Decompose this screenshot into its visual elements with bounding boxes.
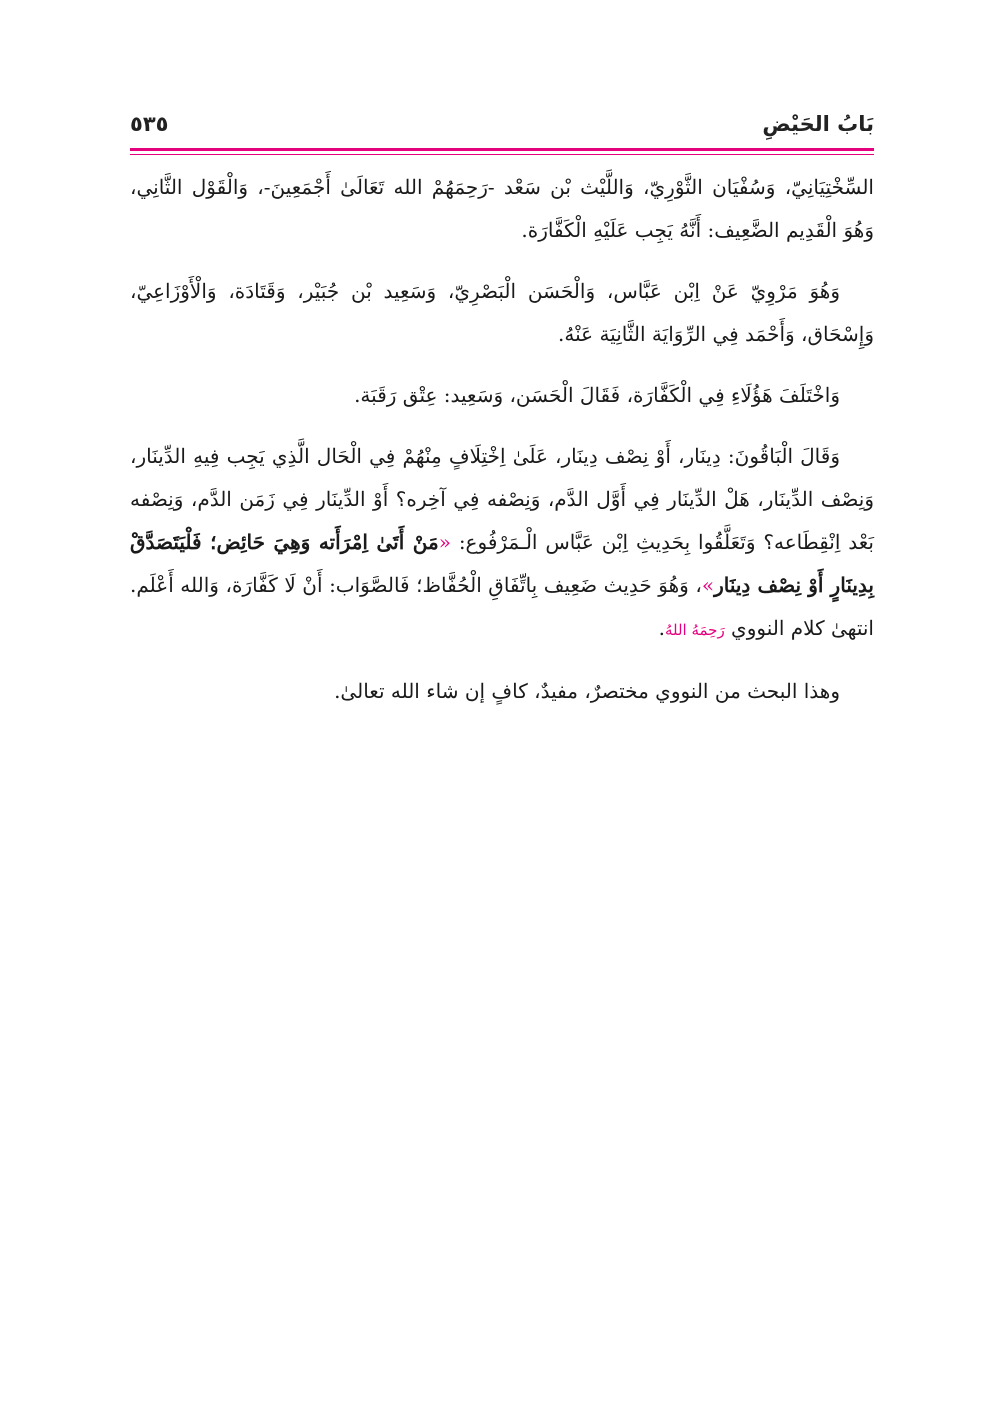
body-text <box>130 166 874 731</box>
quote-close: » <box>701 573 715 597</box>
hadith-quote: مَنْ أَتَىٰ اِمْرَأَته وَهِيَ حَائِض؛ فَلْيَتَصَدَّقْ بِدِينَارٍ أَوْ نِصْف دِينَار <box>130 530 874 597</box>
page-number: ٥٣٥ <box>130 112 169 136</box>
page-header <box>130 108 874 148</box>
quote-open: « <box>438 530 451 554</box>
header-rule-thin <box>130 154 874 155</box>
paragraph-4-text-before: وَقَالَ الْبَاقُونَ: دِينَار، أَوْ نِصْف دِينَار، عَلَىٰ اِخْتِلَافٍ مِنْهُمْ فِي الْحَال الَّذِي يَجِب فِيهِ الدِّينَار، وَنِصْف الدِّينَار، هَلْ الدِّينَار فِي أَوَّل الدَّم، وَنِصْفه فِي آخِره؟ أَوْ الدِّينَار فِي زَمَن الدَّم، وَنِصْفه بَعْد اِنْقِطَاعه؟ وَتَعَلَّقُوا بِحَدِيثِ اِبْن عَبَّاس الْـمَرْفُوع: <box>130 444 874 554</box>
paragraph-4-text-after: ، وَهُوَ حَدِيث ضَعِيف بِاتِّفَاقِ الْحُفَّاظ؛ فَالصَّوَاب: أَنْ لَا كَفَّارَة، وَالله أَعْلَم. انتهىٰ كلام النووي <box>130 573 874 640</box>
paragraph-1: السِّخْتِيَانِيّ، وَسُفْيَان الثَّوْرِيّ، وَاللَّيْث بْن سَعْد -رَحِمَهُمْ الله تَعَالَىٰ أَجْمَعِينَ-، وَالْقَوْل الثَّانِي، وَهُوَ الْقَدِيم الضَّعِيف: أَنَّهُ يَجِب عَلَيْهِ الْكَفَّارَة. <box>130 175 874 242</box>
paragraph-4 <box>130 435 874 652</box>
paragraph-5: وهذا البحث من النووي مختصرٌ، مفيدٌ، كافٍ إن شاء الله تعالىٰ. <box>334 679 840 703</box>
header-rule-thick <box>130 148 874 151</box>
honorific-glyph: رَحِمَهُ اللهُ <box>664 621 725 639</box>
paragraph-3: وَاخْتَلَفَ هَؤُلَاءِ فِي الْكَفَّارَة، فَقَالَ الْحَسَن، وَسَعِيد: عِتْق رَقَبَة. <box>354 383 840 407</box>
paragraph-4-end: . <box>658 616 665 640</box>
paragraph-2: وَهُوَ مَرْوِيّ عَنْ اِبْن عَبَّاس، وَالْحَسَن الْبَصْرِيّ، وَسَعِيد بْن جُبَيْر، وَقَتَادَة، وَالْأَوْزَاعِيّ، وَإِسْحَاق، وَأَحْمَد فِي الرِّوَايَة الثَّانِيَة عَنْهُ. <box>130 279 874 346</box>
chapter-title: بَابُ الحَيْضِ <box>762 112 874 136</box>
